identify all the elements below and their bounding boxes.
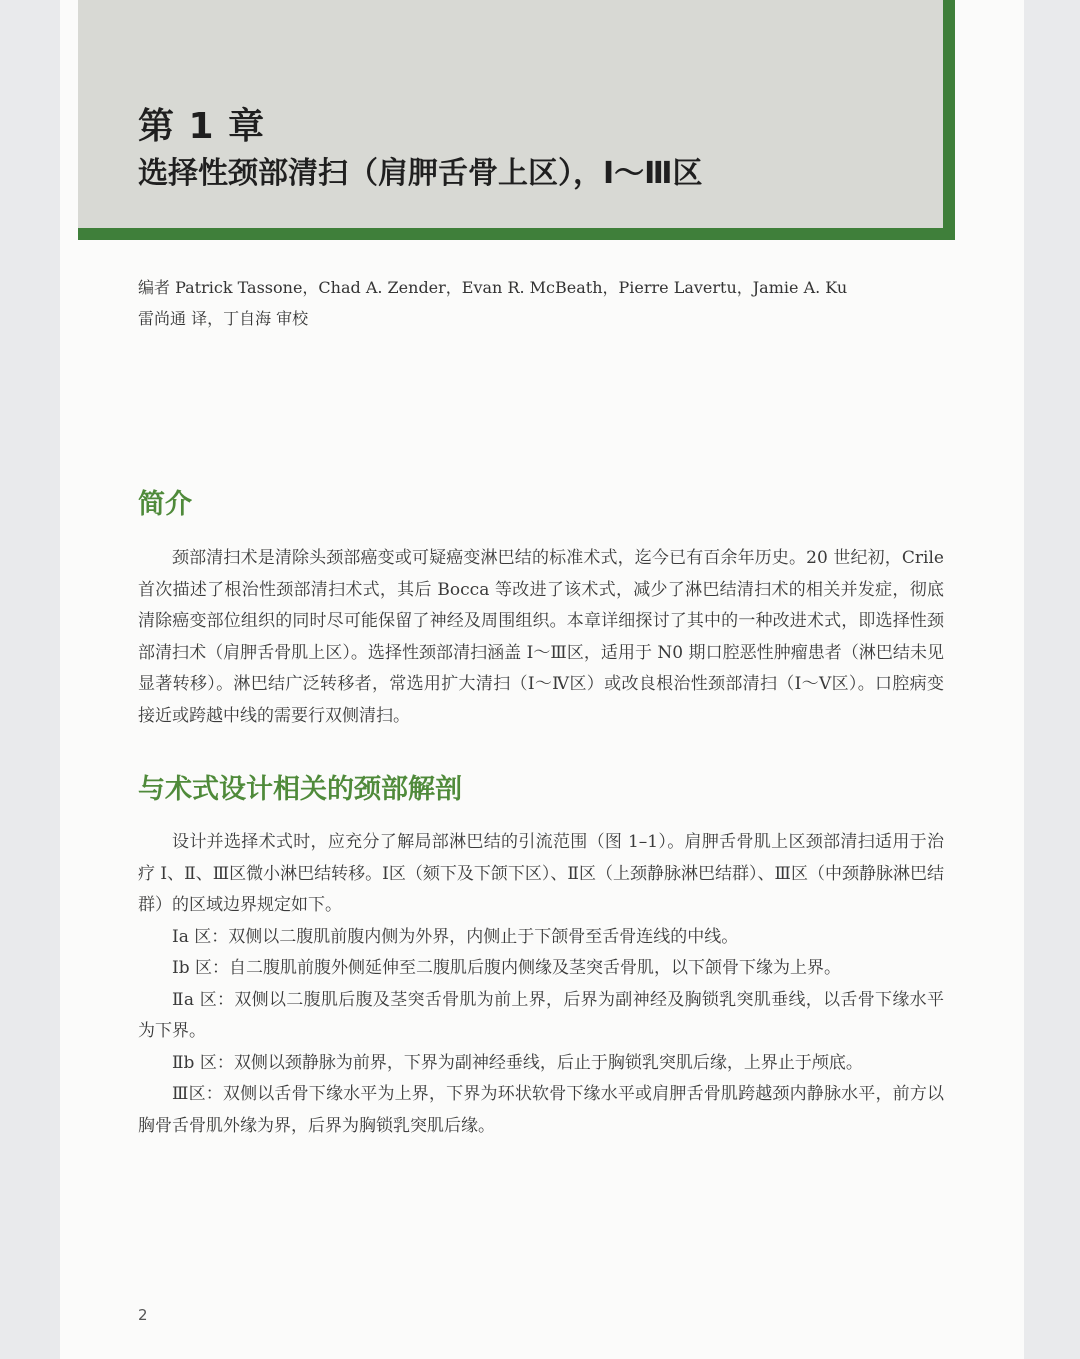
zone-ib-paragraph: Ⅰb 区：自二腹肌前腹外侧延伸至二腹肌后腹内侧缘及茎突舌骨肌，以下颌骨下缘为上界。	[172, 958, 841, 978]
anatomy-heading: 与术式设计相关的颈部解剖	[138, 774, 462, 805]
zone-iia-paragraph: Ⅱa 区：双侧以二腹肌后腹及茎突舌骨肌为前上界，后界为副神经及胸锁乳突肌垂线，以舌骨下缘水平为下界。	[138, 989, 944, 1041]
zone-iii-paragraph: Ⅲ区：双侧以舌骨下缘水平为上界，下界为环状软骨下缘水平或肩胛舌骨肌跨越颈内静脉水平，前方以胸骨舌骨肌外缘为界，后界为胸锁乳突肌后缘。	[138, 1084, 944, 1136]
page-number: 2	[138, 1306, 148, 1324]
zone-ia-paragraph: Ⅰa 区：双侧以二腹肌前腹内侧为外界，内侧止于下颌骨至舌骨连线的中线。	[172, 926, 739, 947]
zone-iib-paragraph: Ⅱb 区：双侧以颈静脉为前界，下界为副神经垂线，后止于胸锁乳突肌后缘，上界止于颅底。	[172, 1052, 863, 1073]
intro-paragraph: 颈部清扫术是清除头颈部癌变或可疑癌变淋巴结的标准术式，迄今已有百余年历史。20 世纪初，Crile 首次描述了根治性颈部清扫术式，其后 Bocca 等改进了该术式，减少了淋巴结清扫术的相关并发症，彻底清除癌变部位组织的同时尽可能保留了神经及周围组织。本章详细探讨了其中的一种改进术式，即选择性颈部清扫术（肩胛舌骨肌上区）。选择性颈部清扫涵盖 Ⅰ～Ⅲ区，适用于 N0 期口腔恶性肿瘤患者（淋巴结未见显著转移）。淋巴结广泛转移者，常选用扩大清扫（Ⅰ～Ⅳ区）或改良根治性颈部清扫（Ⅰ～Ⅴ区）。口腔病变接近或跨越中线的需要行双侧清扫。	[138, 548, 944, 726]
chapter-title: 选择性颈部清扫（肩胛舌骨上区），Ⅰ～Ⅲ区	[138, 156, 703, 191]
anatomy-body	[138, 827, 944, 1142]
chapter-number: 第 1 章	[138, 106, 266, 147]
credits-block	[138, 272, 847, 334]
intro-heading: 简介	[138, 489, 192, 520]
anatomy-paragraph: 设计并选择术式时，应充分了解局部淋巴结的引流范围（图 1–1）。肩胛舌骨肌上区颈部清扫适用于治疗 Ⅰ、Ⅱ、Ⅲ区微小淋巴结转移。Ⅰ区（颏下及下颌下区）、Ⅱ区（上颈静脉淋巴结群）、Ⅲ区（中颈静脉淋巴结群）的区域边界规定如下。	[138, 832, 944, 915]
authors-line: 编者 Patrick Tassone，Chad A. Zender，Evan R. McBeath，Pierre Lavertu，Jamie A. Ku	[138, 278, 848, 297]
translator-line: 雷尚通 译，丁自海 审校	[138, 309, 309, 328]
intro-body	[138, 543, 944, 732]
